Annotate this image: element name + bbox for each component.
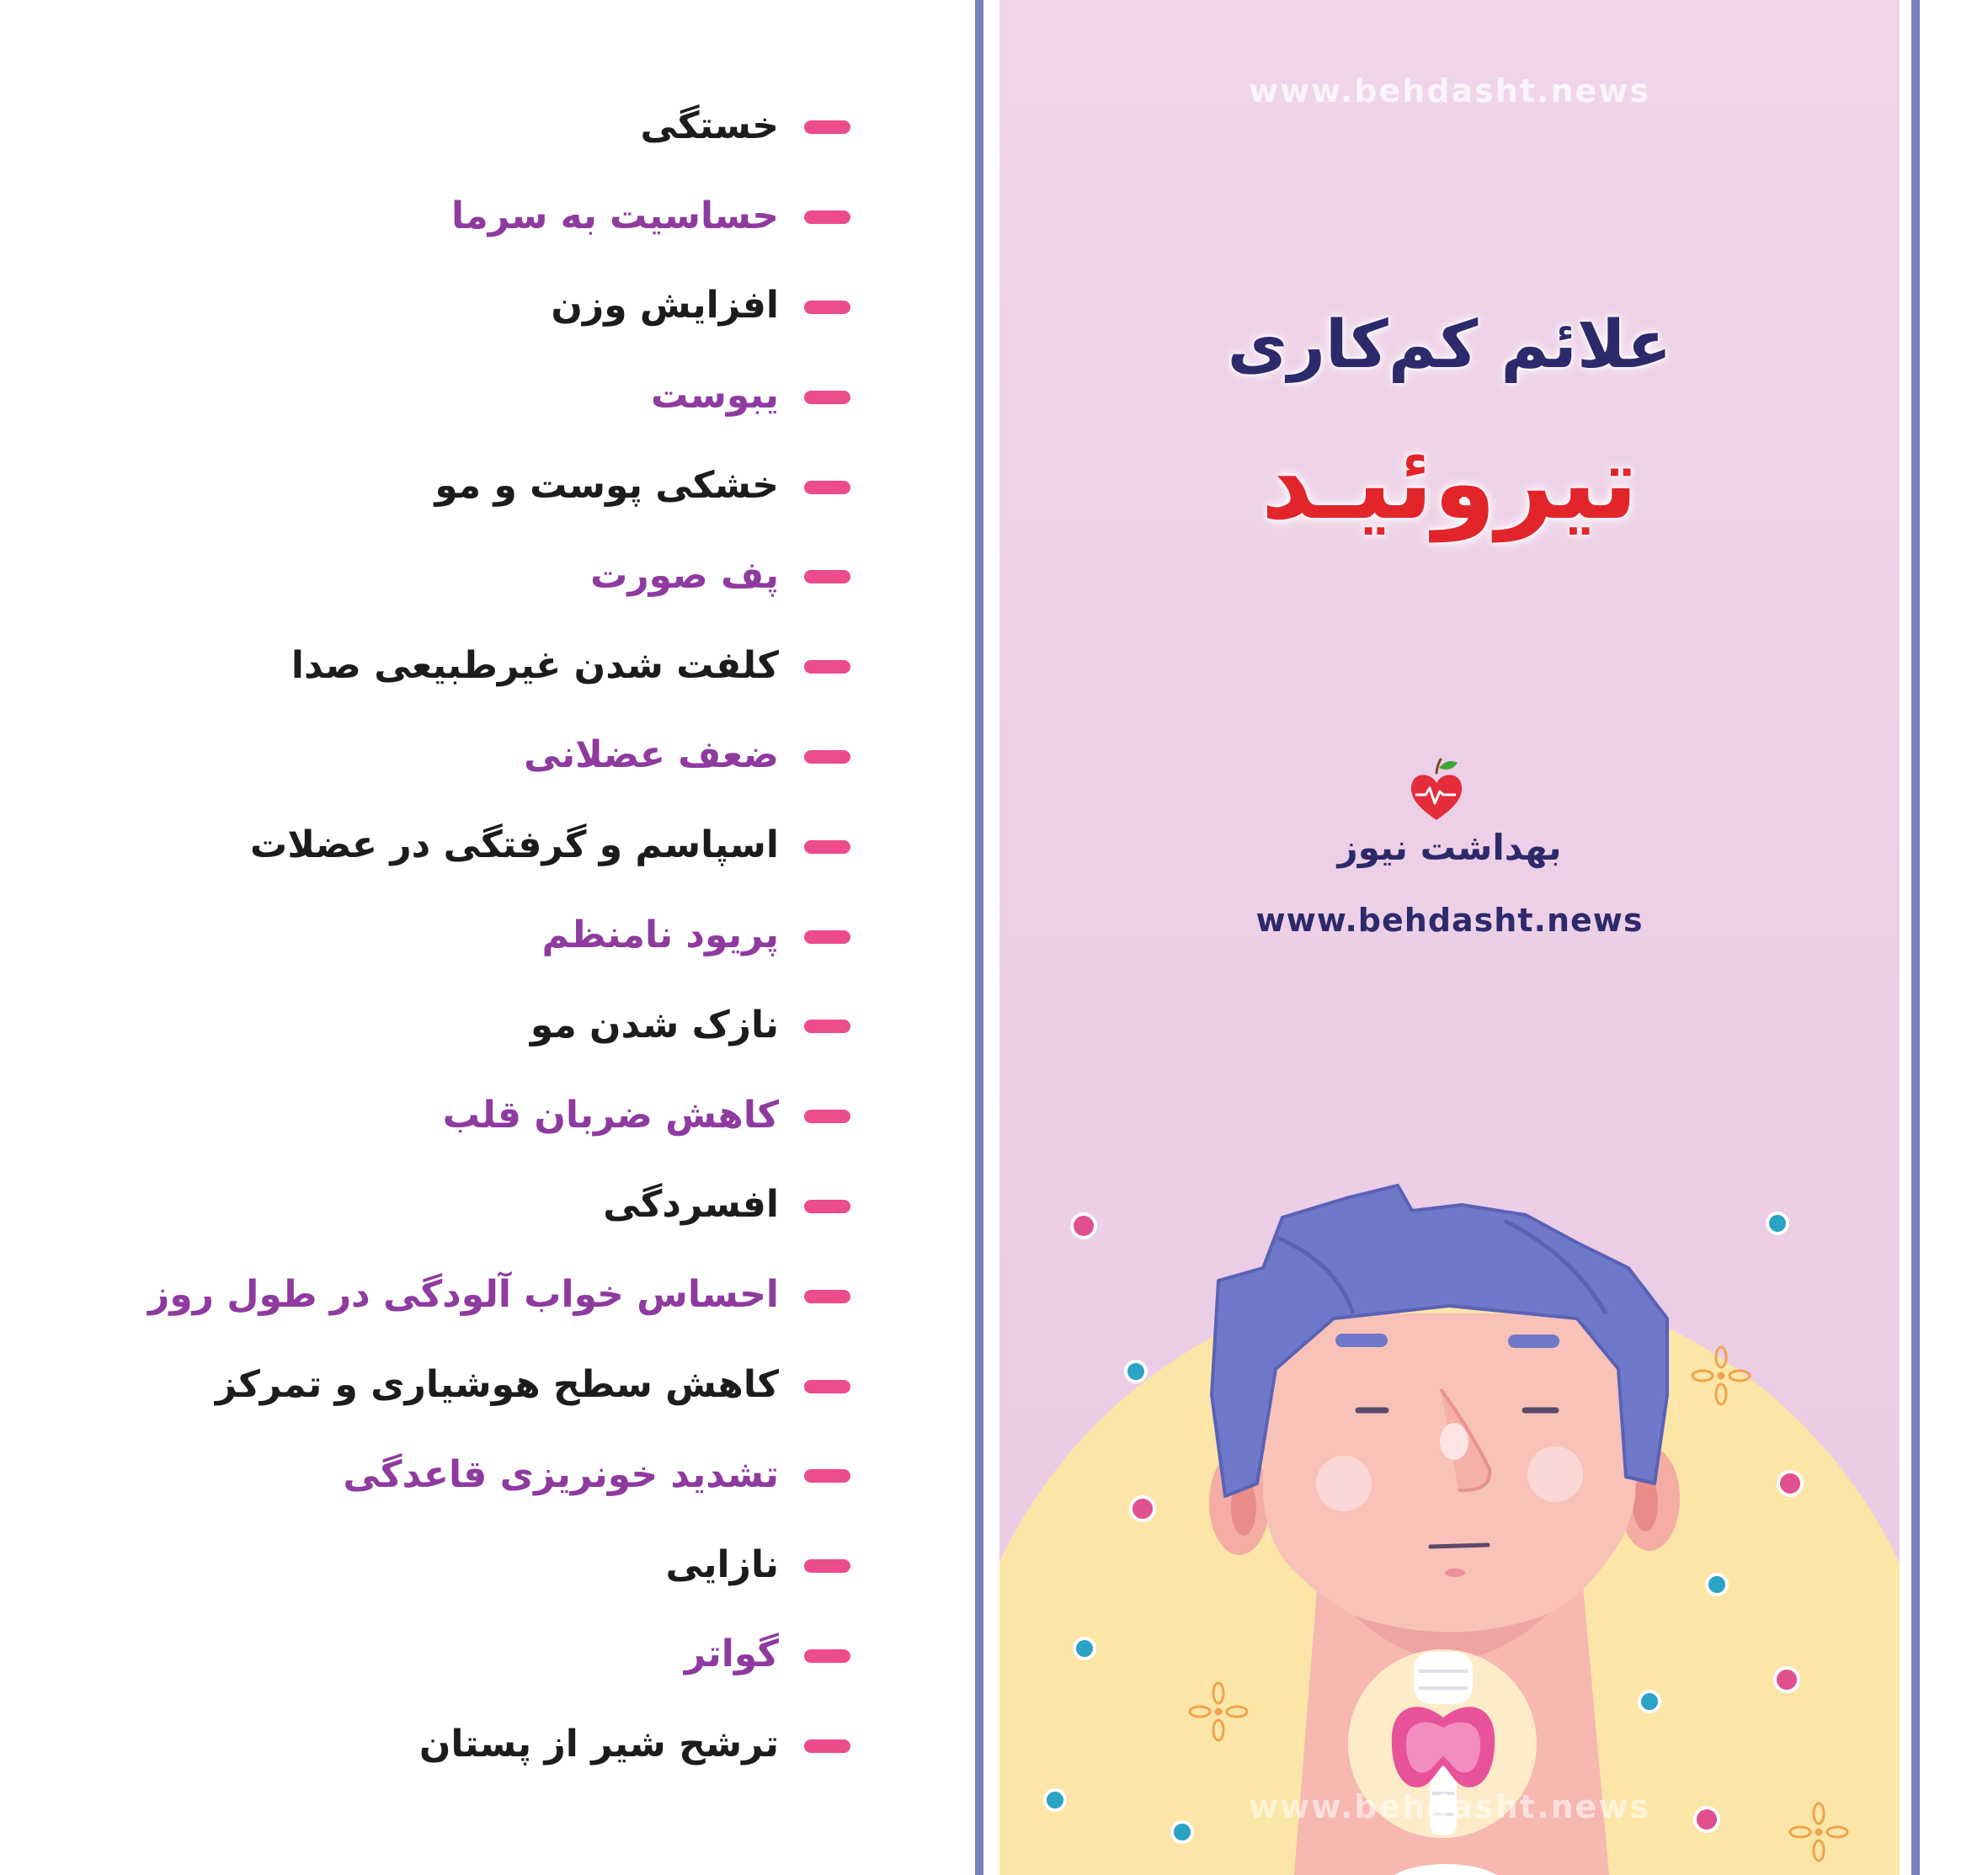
symptom-item [0,1430,850,1520]
symptom-label: افزایش وزن [551,284,779,328]
decor-dot [1707,1574,1727,1595]
symptom-label: نازک شدن مو [530,1003,779,1047]
symptom-label: اسپاسم و گرفتگی در عضلات [249,823,779,867]
apple-heart-icon [1407,758,1466,822]
bullet-bar [804,750,850,764]
symptom-list [0,81,850,1789]
bullet-bar [804,660,850,674]
symptom-label: کاهش ضربان قلب [442,1093,779,1137]
symptom-item [0,711,850,801]
symptom-label: احساس خواب آلودگی در طول روز [148,1273,779,1317]
bullet-bar [804,1739,850,1753]
watermark-top: www.behdasht.news [1248,72,1650,109]
bullet-bar [804,1110,850,1123]
chin-mark [1445,1569,1465,1577]
symptom-label: حساسیت به سرما [450,194,779,237]
decor-dot [1639,1691,1660,1712]
symptom-item [0,350,850,440]
symptom-label: پریود نامنظم [541,914,779,957]
mouth [1431,1545,1488,1547]
symptom-item [0,440,850,530]
decor-dot [1131,1497,1154,1521]
bullet-bar [804,1380,850,1393]
symptom-item [0,1520,850,1610]
right-border-line [1911,0,1920,1875]
title-line1: علائم کم‌کاری [1227,307,1672,383]
bullet-bar [804,1469,850,1483]
watermark-bottom: www.behdasht.news [1248,1788,1650,1825]
decor-dot [1074,1638,1095,1659]
symptom-label: خستگی [640,104,779,147]
right-cheek [1527,1446,1583,1502]
symptom-item [0,1249,850,1340]
bullet-bar [804,570,850,583]
decor-dot [1767,1213,1788,1233]
decor-dot [1126,1361,1146,1382]
bullet-bar [804,840,850,854]
symptom-label: گواتر [684,1633,779,1676]
symptom-label: کاهش سطح هوشیاری و تمرکز [215,1363,779,1407]
bullet-bar [804,1649,850,1663]
symptom-item [0,980,850,1070]
decor-dot [1072,1214,1095,1238]
symptom-label: یبوست [651,374,779,418]
symptom-item [0,621,850,711]
symptom-item [0,261,850,351]
symptom-item [0,1610,850,1700]
symptom-item [0,1070,850,1160]
decor-dot [1775,1668,1799,1691]
bullet-bar [804,930,850,944]
symptom-label: نازایی [665,1542,779,1586]
symptom-item [0,890,850,980]
logo-text: بهداشت نیوز [1337,827,1562,868]
bullet-bar [804,1020,850,1033]
symptom-item [0,530,850,621]
symptom-item [0,800,850,890]
symptom-label: کلفت شدن غیرطبیعی صدا [290,643,779,687]
bullet-bar [804,1559,850,1573]
title-line2: تیروئیـد [1260,425,1639,542]
symptom-label: تشدید خونریزی قاعدگی [343,1452,779,1496]
left-border-line [975,0,983,1875]
symptom-item [0,171,850,261]
bullet-bar [804,210,850,224]
symptom-label: خشکی پوست و مو [434,464,779,508]
symptom-item [0,81,850,171]
symptom-label: پف صورت [590,553,779,597]
symptom-item [0,1160,850,1250]
bullet-bar [804,1200,850,1213]
bullet-bar [804,481,850,494]
symptom-item [0,1340,850,1430]
title-panel [999,0,1900,1875]
symptom-item [0,1699,850,1789]
symptom-label: ترشح شیر از پستان [418,1723,779,1766]
bullet-bar [804,301,850,314]
symptom-label: افسردگی [603,1183,779,1227]
site-url[interactable]: www.behdasht.news [1255,902,1644,939]
decor-dot [1778,1472,1802,1495]
nose-highlight [1440,1423,1468,1460]
bullet-bar [804,391,850,404]
bullet-bar [804,1290,850,1303]
symptom-label: ضعف عضلانی [524,733,779,777]
bullet-bar [804,120,850,134]
left-cheek [1316,1456,1372,1511]
